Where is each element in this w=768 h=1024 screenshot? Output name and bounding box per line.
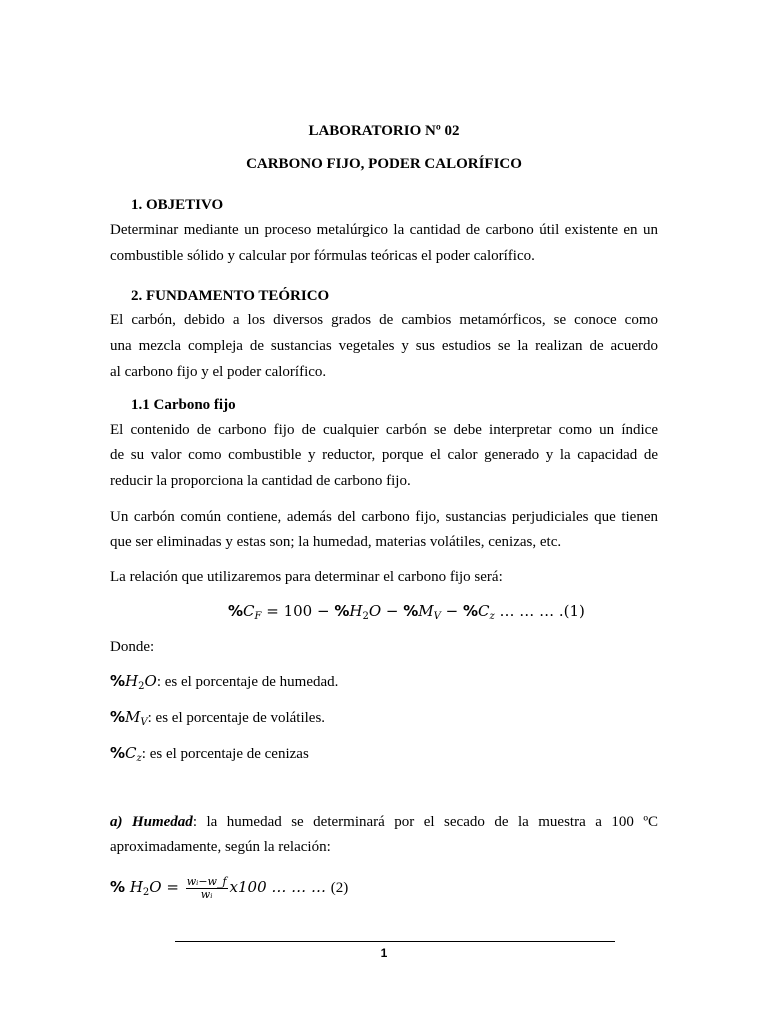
fixed-carbon-p1-line-1: El contenido de carbono fijo de cualquier carbón se debe interpretar como un índice: [110, 422, 658, 438]
objective-line-2: combustible sólido y calcular por fórmulas teóricas el poder calorífico.: [110, 248, 535, 264]
equation-2: % $H_2O$ = $\frac{\text{wᵢ−w\_f}}{\text{wᵢ}}$ x100 … … … (2): [110, 874, 349, 901]
relation-intro: La relación que utilizaremos para determinar el carbono fijo será:: [110, 569, 503, 585]
theory-line-1: El carbón, debido a los diversos grados de cambios metamórficos, se conoce como: [110, 312, 658, 328]
lab-subtitle: CARBONO FIJO, PODER CALORÍFICO: [246, 156, 522, 172]
lab-title: LABORATORIO Nº 02: [308, 123, 460, 139]
fraction: $\frac{\text{wᵢ−w\_f}}{\text{wᵢ}}$: [186, 874, 227, 901]
objective-line-1: Determinar mediante un proceso metalúrgico la cantidad de carbono útil existente en un: [110, 222, 658, 238]
theory-heading: 2. FUNDAMENTO TEÓRICO: [131, 288, 330, 304]
theory-line-3: al carbono fijo y el poder calorífico.: [110, 364, 327, 380]
page-number: 1: [380, 946, 388, 960]
fixed-carbon-p1-line-3: reducir la proporciona la cantidad de carbono fijo.: [110, 473, 411, 489]
equation-1: $\%C_F = 100 - \%H_2O - \%M_V - \%C_z$ … … … .(1): [228, 602, 585, 622]
definition-ash: $\%C_z$: es el porcentaje de cenizas: [110, 744, 309, 764]
definition-volatiles: $\%M_V$: es el porcentaje de volátiles.: [110, 708, 326, 728]
footer-rule: [175, 941, 615, 942]
fixed-carbon-p2-line-2: que ser eliminadas y estas son; la humedad, materias volátiles, cenizas, etc.: [110, 534, 562, 550]
humidity-line-1: a) Humedad: la humedad se determinará por el secado de la muestra a 100 ºC: [110, 814, 658, 830]
theory-line-2: una mezcla compleja de sustancias vegetales y sus estudios se la realizan de acuerdo: [110, 338, 658, 354]
donde-label: Donde:: [110, 639, 155, 655]
humidity-line-2: aproximadamente, según la relación:: [110, 839, 331, 855]
fixed-carbon-p1-line-2: de su valor como combustible y reductor, porque el calor generado y la capacidad de: [110, 447, 658, 463]
fixed-carbon-heading: 1.1 Carbono fijo: [131, 397, 236, 413]
objective-heading: 1. OBJETIVO: [131, 197, 224, 213]
definition-humidity: $\%H_2O$: es el porcentaje de humedad.: [110, 672, 339, 692]
fixed-carbon-p2-line-1: Un carbón común contiene, además del carbono fijo, sustancias perjudiciales que tienen: [110, 509, 658, 525]
